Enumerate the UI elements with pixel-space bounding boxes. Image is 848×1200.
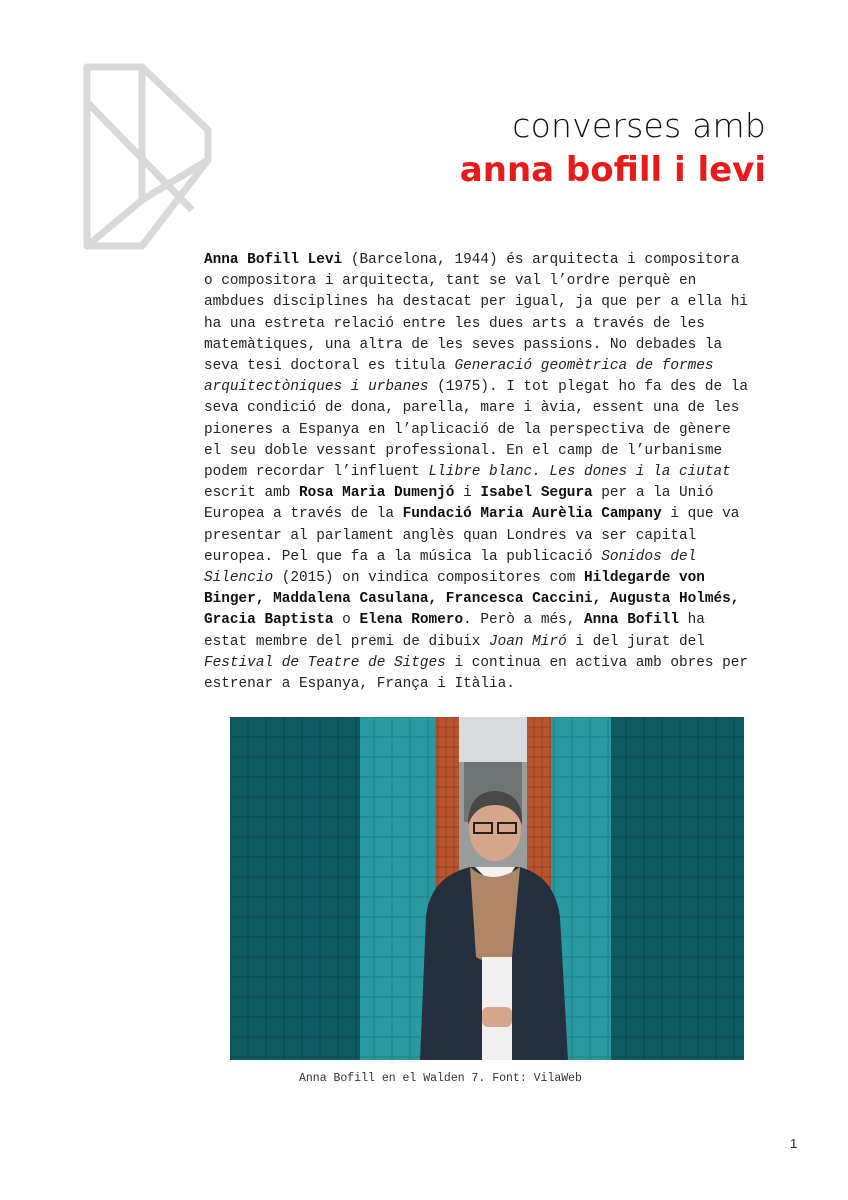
bold-text: Binger, Maddalena Casulana, Francesca Caccini, Augusta Holmés, xyxy=(204,591,740,608)
text-run: matemàtiques, una altra de les seves passions. No debades la xyxy=(204,336,723,353)
text-run: europea. Pel que fa a la música la publicació xyxy=(204,548,602,565)
bold-text: Hildegarde von xyxy=(583,570,705,587)
italic-text: Festival de Teatre de Sitges xyxy=(204,654,446,671)
text-run: estat membre del premi de dibuix xyxy=(204,633,489,650)
header-title-line1: converses amb xyxy=(512,106,766,145)
text-run: estrenar a Espanya, França i Itàlia. xyxy=(204,676,515,693)
photo-caption: Anna Bofill en el Walden 7. Font: VilaWeb xyxy=(299,1072,582,1085)
text-run: ha una estreta relació entre les dues arts a través de les xyxy=(204,315,705,332)
text-run: i que va xyxy=(661,506,740,523)
text-run: o xyxy=(333,612,360,629)
text-run: el seu doble vessant professional. En el camp de l’urbanisme xyxy=(204,442,723,459)
text-run: seva condició de dona, parella, mare i àvia, essent una de les xyxy=(204,400,740,417)
text-run: i xyxy=(454,485,481,502)
text-run: i del jurat del xyxy=(566,633,705,650)
page-number: 1 xyxy=(790,1136,798,1151)
text-run: presentar al parlament anglès quan Londres va ser capital xyxy=(204,527,697,544)
bold-text: Gracia Baptista xyxy=(204,612,334,629)
italic-text: Llibre blanc. Les dones i la ciutat xyxy=(428,464,731,481)
text-run: . Però a més, xyxy=(463,612,585,629)
italic-text: arquitectòniques i urbanes xyxy=(204,379,429,396)
header-title-line2: anna bofill i levi xyxy=(459,150,766,190)
text-run: (2015) on vindica compositores com xyxy=(273,570,584,587)
text-run: i continua en activa amb obres per xyxy=(445,654,749,671)
text-run: seva tesi doctoral es titula xyxy=(204,358,455,375)
italic-text: Sonidos del xyxy=(601,548,697,565)
text-run: podem recordar l’influent xyxy=(204,464,429,481)
text-run: (1975). I tot plegat ho fa des de la xyxy=(428,379,749,396)
text-run: o compositora i arquitecta, tant se val l’ordre perquè en xyxy=(204,273,697,290)
bold-text: Fundació Maria Aurèlia Campany xyxy=(402,506,662,523)
text-run: pioneres a Espanya en l’aplicació de la perspectiva de gènere xyxy=(204,421,731,438)
article-body xyxy=(204,250,804,695)
text-run: escrit amb xyxy=(204,485,299,502)
italic-text: Joan Miró xyxy=(488,633,567,650)
bold-text: Anna Bofill xyxy=(584,612,680,629)
text-run: per a la Unió xyxy=(592,485,714,502)
stylized-d-logo-icon xyxy=(80,60,215,252)
article-photo xyxy=(230,717,744,1060)
text-run: ha xyxy=(679,612,705,629)
bold-text: Anna Bofill Levi xyxy=(204,252,343,268)
italic-text: Silencio xyxy=(204,570,274,587)
bold-text: Elena Romero xyxy=(359,612,464,629)
text-run: ambdues disciplines ha destacat per igual, ja que per a ella hi xyxy=(204,294,749,311)
text-run: (Barcelona, 1944) és arquitecta i compositora xyxy=(342,252,740,268)
italic-text: Generació geomètrica de formes xyxy=(454,358,714,375)
bold-text: Isabel Segura xyxy=(480,485,593,502)
text-run: Europea a través de la xyxy=(204,506,403,523)
bold-text: Rosa Maria Dumenjó xyxy=(299,485,455,502)
